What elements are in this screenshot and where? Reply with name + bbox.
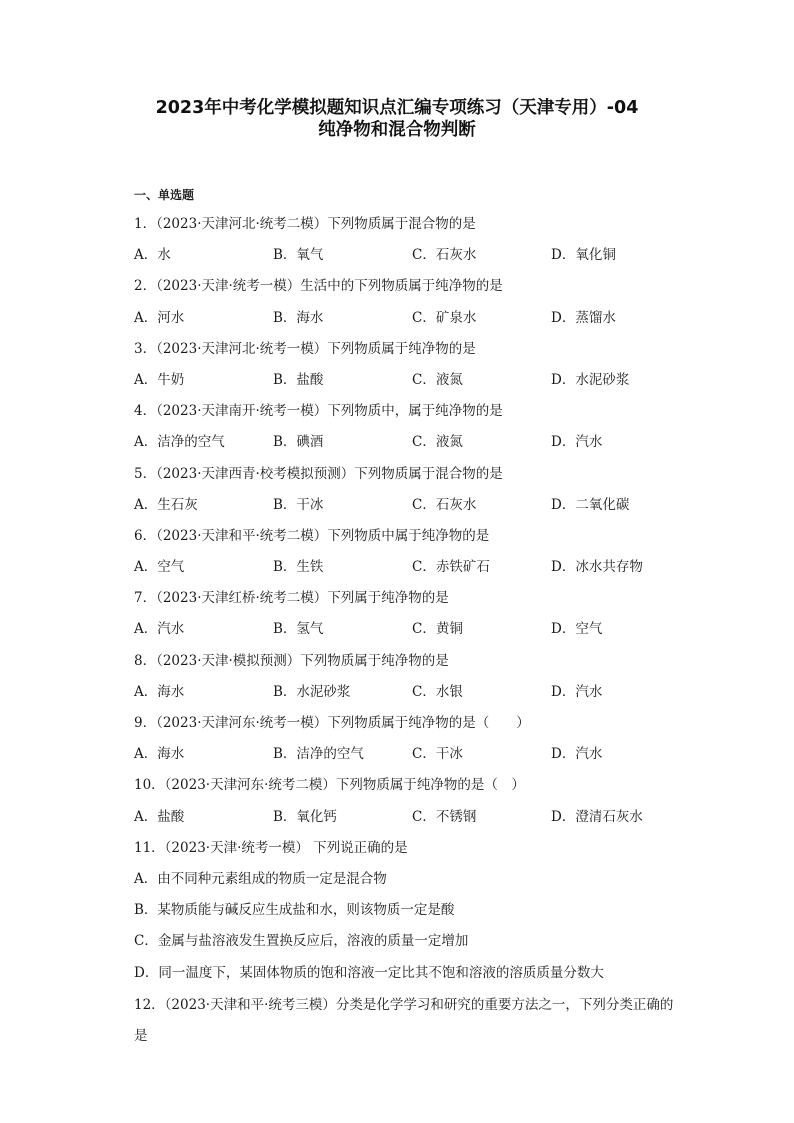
option-b: B．某物质能与碱反应生成盐和水，则该物质一定是酸 [134, 902, 455, 919]
question-1 [134, 210, 674, 272]
option-d: D．空气 [551, 621, 603, 638]
question-stem: 8．（2023·天津·模拟预测）下列物质属于纯净物的是 [134, 652, 449, 669]
option-a: A．汽水 [134, 621, 185, 638]
option-b: B．氢气 [273, 621, 324, 638]
question-5 [134, 460, 674, 522]
option-a: A．水 [134, 247, 171, 264]
option-c: C．赤铁矿石 [412, 559, 490, 576]
question-stem: 3．（2023·天津河北·统考一模）下列物质属于纯净物的是 [134, 340, 476, 357]
option-row [134, 803, 674, 834]
option-c: C．石灰水 [412, 496, 477, 513]
option-a: A．洁净的空气 [134, 434, 225, 451]
question-stem: 1．（2023·天津河北·统考二模）下列物质属于混合物的是 [134, 216, 476, 232]
question-10 [134, 771, 674, 833]
question-9 [134, 709, 674, 771]
option-row [134, 366, 674, 397]
option-a: A．河水 [134, 309, 185, 326]
option-c: C．干冰 [412, 746, 463, 763]
option-row [134, 678, 674, 709]
option-d: D．汽水 [551, 434, 603, 451]
option-a: A．海水 [134, 746, 185, 763]
option-b: B．氧气 [273, 247, 324, 264]
option-d: D．汽水 [551, 746, 603, 763]
option-d: D．汽水 [551, 683, 603, 700]
question-8 [134, 647, 674, 709]
question-6 [134, 522, 674, 584]
option-c: C．液氮 [412, 434, 463, 451]
question-stem: 2．（2023·天津·统考一模）生活中的下列物质属于纯净物的是 [134, 278, 503, 295]
question-stem: 9．（2023·天津河东·统考一模）下列物质属于纯净物的是（ ） [134, 715, 530, 731]
option-c: C．金属与盐溶液发生置换反应后，溶液的质量一定增加 [134, 933, 469, 950]
option-row [134, 740, 674, 771]
question-stem: 6．（2023·天津和平·统考二模）下列物质中属于纯净物的是 [134, 527, 490, 544]
option-row [134, 553, 674, 584]
option-c: C．水银 [412, 683, 463, 700]
question-12 [134, 990, 674, 1052]
document-subtitle: 纯净物和混合物判断 [318, 120, 476, 140]
option-c: C．液氮 [412, 371, 463, 388]
option-c: C．黄铜 [412, 621, 463, 638]
option-a: A．海水 [134, 683, 185, 700]
question-4 [134, 397, 674, 459]
option-d: D．水泥砂浆 [551, 371, 630, 388]
option-a: A．空气 [134, 559, 185, 576]
document-title: 2023年中考化学模拟题知识点汇编专项练习（天津专用）-04 [155, 98, 639, 118]
question-stem: 7．（2023·天津红桥·统考二模）下列属于纯净物的是 [134, 590, 449, 607]
option-d: D．氧化铜 [551, 247, 616, 264]
option-d: D．二氧化碳 [551, 496, 630, 513]
option-c: C．不锈钢 [412, 808, 477, 825]
question-stem: 4．（2023·天津南开·统考一模）下列物质中，属于纯净物的是 [134, 403, 503, 420]
option-b: B．碘酒 [273, 434, 324, 451]
question-11 [134, 834, 674, 990]
option-row [134, 304, 674, 335]
option-a: A．生石灰 [134, 496, 198, 513]
option-b: B．洁净的空气 [273, 746, 364, 763]
question-2 [134, 272, 674, 334]
option-row [134, 491, 674, 522]
question-stem: 5．（2023·天津西青·校考模拟预测）下列物质属于混合物的是 [134, 465, 503, 482]
option-b: B．水泥砂浆 [273, 683, 351, 700]
option-d: D．蒸馏水 [551, 309, 616, 326]
question-3 [134, 335, 674, 397]
question-stem: 12．（2023·天津和平·统考三模）分类是化学学习和研究的重要方法之一，下列分类正确的是 [134, 996, 674, 1044]
option-b: B．盐酸 [273, 371, 324, 388]
option-a: A．由不同种元素组成的物质一定是混合物 [134, 870, 387, 887]
option-a: A．盐酸 [134, 808, 185, 825]
question-stem: 11．（2023·天津·统考一模） 下列说正确的是 [134, 839, 408, 856]
option-c: C．矿泉水 [412, 309, 477, 326]
option-d: D．澄清石灰水 [551, 808, 643, 825]
option-b: B．干冰 [273, 496, 324, 513]
question-list [134, 210, 674, 1052]
question-stem: 10．（2023·天津河东·统考二模）下列物质属于纯净物的是（ ） [134, 777, 525, 794]
option-b: B．生铁 [273, 559, 324, 576]
option-b: B．氧化钙 [273, 808, 337, 825]
option-b: B．海水 [273, 309, 324, 326]
option-d: D．同一温度下，某固体物质的饱和溶液一定比其不饱和溶液的溶质质量分数大 [134, 964, 604, 981]
option-row [134, 615, 674, 646]
question-7 [134, 584, 674, 646]
option-d: D．冰水共存物 [551, 559, 643, 576]
section-heading: 一、单选题 [134, 188, 195, 202]
option-c: C．石灰水 [412, 247, 477, 264]
option-a: A．牛奶 [134, 371, 185, 388]
option-row [134, 428, 674, 459]
option-row [134, 241, 674, 272]
